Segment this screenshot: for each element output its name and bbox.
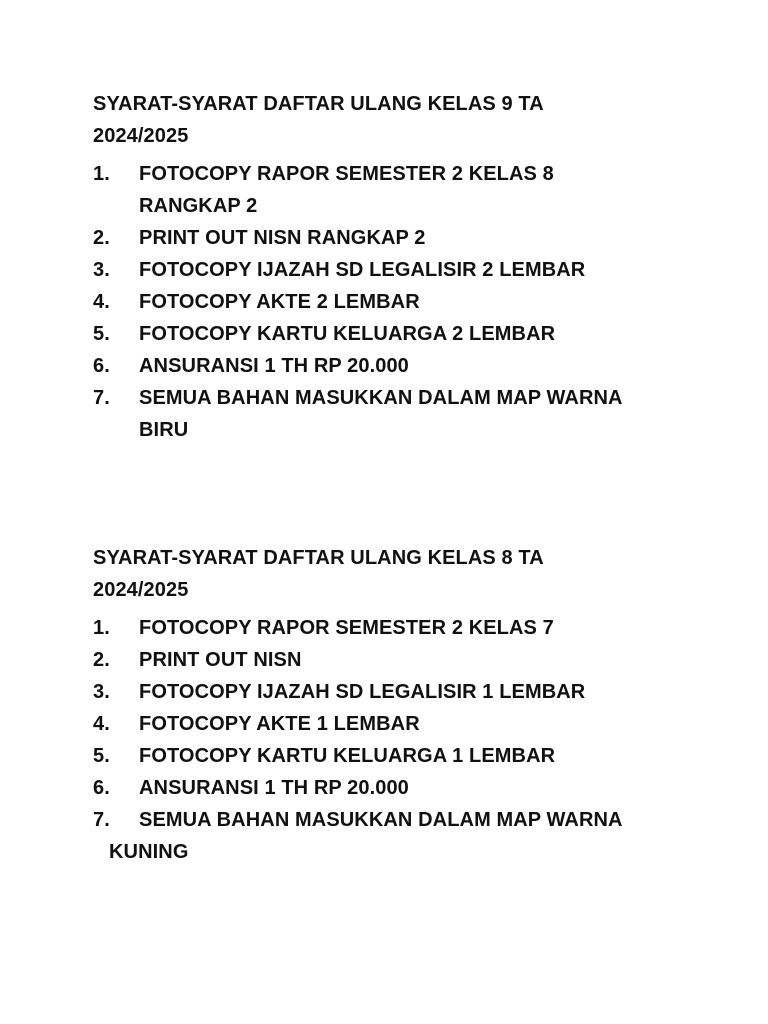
list-item-number: 4. <box>93 291 110 313</box>
list-item-text: FOTOCOPY AKTE 2 LEMBAR <box>139 291 420 313</box>
list-item-text-continued: RANGKAP 2 <box>139 195 258 217</box>
list-item-text: FOTOCOPY RAPOR SEMESTER 2 KELAS 7 <box>139 617 554 639</box>
list-item-number: 2. <box>93 227 110 249</box>
list-item-number: 1. <box>93 617 110 639</box>
requirements-list <box>93 612 713 868</box>
list-item-number: 6. <box>93 355 110 377</box>
list-item-number: 7. <box>93 387 110 409</box>
list-item-text: PRINT OUT NISN <box>139 649 302 671</box>
list-item-number: 1. <box>93 163 110 185</box>
list-item-number: 5. <box>93 323 110 345</box>
section-title-year: 2024/2025 <box>93 579 189 601</box>
list-item-text-continued: KUNING <box>109 841 189 863</box>
list-item-number: 2. <box>93 649 110 671</box>
list-item <box>93 804 713 868</box>
list-item-number: 3. <box>93 259 110 281</box>
section-title <box>93 88 713 152</box>
list-item <box>93 740 713 772</box>
list-item <box>93 612 713 644</box>
list-item <box>93 254 713 286</box>
section-title-line1: SYARAT-SYARAT DAFTAR ULANG KELAS 8 TA <box>93 547 544 569</box>
list-item <box>93 286 713 318</box>
list-item-number: 7. <box>93 809 110 831</box>
list-item-text: FOTOCOPY KARTU KELUARGA 2 LEMBAR <box>139 323 556 345</box>
list-item <box>93 644 713 676</box>
list-item-text: FOTOCOPY AKTE 1 LEMBAR <box>139 713 420 735</box>
list-item-text: SEMUA BAHAN MASUKKAN DALAM MAP WARNA <box>139 809 623 831</box>
list-item-text-continued: BIRU <box>139 419 189 441</box>
requirements-section-kelas-8 <box>93 542 713 868</box>
list-item-number: 4. <box>93 713 110 735</box>
list-item-text: PRINT OUT NISN RANGKAP 2 <box>139 227 426 249</box>
section-title-year: 2024/2025 <box>93 125 189 147</box>
list-item <box>93 676 713 708</box>
list-item <box>93 382 713 446</box>
list-item-text: FOTOCOPY IJAZAH SD LEGALISIR 2 LEMBAR <box>139 259 586 281</box>
list-item-number: 5. <box>93 745 110 767</box>
list-item <box>93 708 713 740</box>
list-item-text: FOTOCOPY RAPOR SEMESTER 2 KELAS 8 <box>139 163 554 185</box>
section-title-line1: SYARAT-SYARAT DAFTAR ULANG KELAS 9 TA <box>93 93 544 115</box>
requirements-list <box>93 158 713 446</box>
list-item <box>93 222 713 254</box>
list-item <box>93 158 713 222</box>
list-item-number: 3. <box>93 681 110 703</box>
list-item <box>93 350 713 382</box>
list-item-text: ANSURANSI 1 TH RP 20.000 <box>139 355 409 377</box>
list-item-number: 6. <box>93 777 110 799</box>
list-item <box>93 318 713 350</box>
section-title <box>93 542 713 606</box>
list-item-text: SEMUA BAHAN MASUKKAN DALAM MAP WARNA <box>139 387 623 409</box>
list-item <box>93 772 713 804</box>
list-item-text: FOTOCOPY IJAZAH SD LEGALISIR 1 LEMBAR <box>139 681 586 703</box>
list-item-text: FOTOCOPY KARTU KELUARGA 1 LEMBAR <box>139 745 556 767</box>
requirements-section-kelas-9 <box>93 88 713 446</box>
list-item-text: ANSURANSI 1 TH RP 20.000 <box>139 777 409 799</box>
